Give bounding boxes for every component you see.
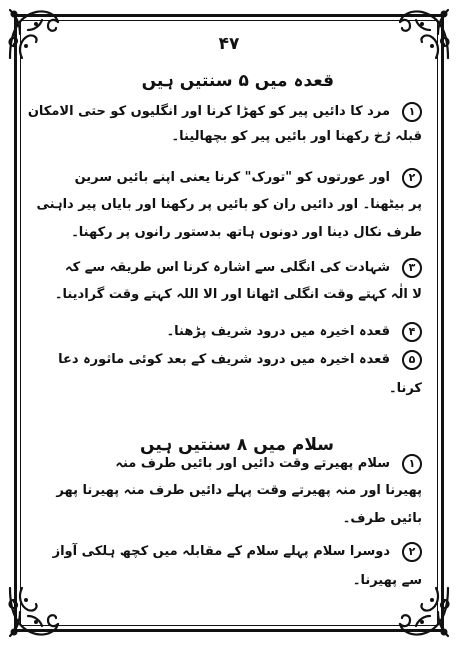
item-line: قعدہ اخیرہ میں درود شریف کے بعد کوئی ماثورہ دعا — [58, 352, 390, 367]
item-line: لا الٰہ کہتے وقت انگلی اٹھانا اور الا اللہ کہتے وقت گرادینا۔ — [54, 287, 422, 302]
list-item — [40, 258, 422, 314]
item-number: ۱ — [402, 102, 422, 122]
list-item — [27, 102, 422, 144]
item-line: پر بیٹھنا۔ اور دائیں ران کو بائیں پر رکھنا اور بایاں پیر داہنی — [36, 197, 422, 212]
item-number: ۲ — [402, 168, 422, 188]
item-line: اور عورتوں کو "تورک" کرنا یعنی اپنے بائیں سرین — [74, 170, 390, 185]
item-number: ۳ — [402, 258, 422, 278]
item-number: ۱ — [402, 454, 422, 474]
section-heading-salam: سلام میں ۸ سنتیں ہیں — [140, 435, 334, 455]
item-line: مرد کا دائیں پیر کو کھڑا کرنا اور انگلیوں کو حتی الامکان — [27, 104, 390, 119]
list-item — [40, 454, 422, 536]
item-line: قعدہ اخیرہ میں درود شریف پڑھنا۔ — [166, 324, 390, 339]
item-line: طرف نکال دینا اور دونوں ہاتھ بدستور رانوں پر رکھنا۔ — [71, 225, 422, 240]
item-line: سلام پھیرتے وقت دائیں اور بائیں طرف منہ — [115, 456, 390, 471]
list-item — [36, 168, 422, 252]
item-number: ۵ — [402, 350, 422, 370]
page-content — [28, 26, 430, 622]
item-line: شہادت کی انگلی سے اشارہ کرنا اس طریقہ سے کہ — [64, 260, 390, 275]
item-line: سے پھیرنا۔ — [352, 573, 422, 588]
item-number: ۴ — [402, 322, 422, 342]
item-number: ۲ — [402, 542, 422, 562]
item-line: پھیرنا اور منہ پھیرتے وقت پہلے دائیں طرف منہ پھیرنا پھر — [56, 483, 422, 498]
item-line: دوسرا سلام پہلے سلام کے مقابلہ میں کچھ ہلکی آواز — [52, 544, 390, 559]
list-item — [40, 322, 422, 346]
list-item — [40, 542, 422, 598]
item-line: کرنا۔ — [388, 381, 422, 396]
section-heading-qaada: قعدہ میں ۵ سنتیں ہیں — [141, 71, 334, 91]
list-item — [40, 350, 422, 406]
item-line: بائیں طرف۔ — [342, 511, 422, 526]
item-line: قبلہ رُخ رکھنا اور بائیں پیر کو بچھالینا۔ — [171, 129, 422, 144]
page-number: ۴۷ — [218, 34, 240, 54]
